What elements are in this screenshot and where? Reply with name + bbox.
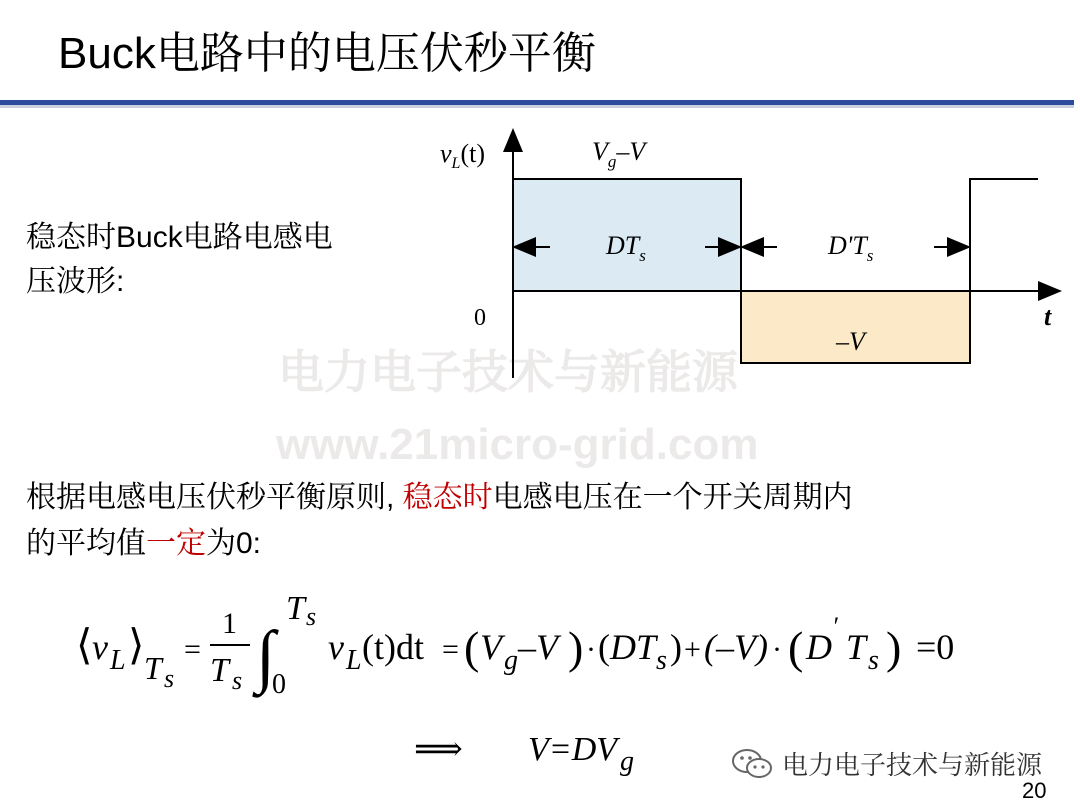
equals-sign-2: = [442, 633, 459, 666]
integral-upper-s: s [306, 602, 317, 631]
principle-prefix: 根据电感电压伏秒平衡原则, [26, 481, 403, 514]
title-underline-shadow [0, 105, 1074, 108]
implies-arrow: ⟹ [414, 731, 463, 768]
integral-upper-T: T [286, 590, 305, 627]
avg-v-sub: L [110, 645, 126, 676]
principle-line1 [26, 476, 853, 520]
result-equation [400, 722, 660, 782]
result-lhs: V=DV [528, 731, 618, 768]
integral-sign: ∫ [256, 618, 276, 695]
avg-s: s [164, 664, 175, 693]
paren-open-1: ( [464, 622, 480, 673]
integral-lower: 0 [272, 669, 286, 700]
waveform-caption-line1: 稳态时Buck电路电感电 [26, 221, 333, 254]
watermark-cn: 电力电子技术与新能源 [278, 346, 738, 398]
watermark-url: www.21micro-grid.com [276, 420, 759, 469]
term3: (–V) [704, 627, 768, 667]
interval2-label: $D'T_s$ [828, 231, 874, 265]
fraction-T: T [210, 652, 229, 689]
paren-open-3: ( [788, 622, 804, 673]
term4-s: s [868, 645, 879, 676]
integrand-arg: (t)dt [362, 627, 424, 667]
term1-tail: –V [518, 627, 558, 667]
brand-footer [730, 745, 1042, 782]
paren-close-2: ) [670, 627, 682, 667]
x-axis-label: t [1044, 302, 1052, 331]
interval1-label: $DT_s$ [606, 231, 646, 265]
principle-highlight-steady: 稳态时 [402, 481, 493, 514]
plus-sign: + [684, 633, 701, 666]
slide-title: Buck电路中的电压伏秒平衡 [58, 29, 596, 78]
paren-open-2: ( [598, 627, 610, 667]
term4-T: T [846, 627, 867, 667]
equals-sign-1: = [184, 633, 201, 666]
result-sub: g [620, 746, 634, 777]
term4-prime: ′ [832, 612, 838, 641]
principle-mid: 电感电压在一个开关周期内 [492, 481, 853, 514]
page-number: 20 [1022, 778, 1047, 803]
brand-name: 电力电子技术与新能源 [782, 750, 1043, 780]
fraction-numerator: 1 [222, 607, 237, 640]
term4-D: D [806, 627, 832, 667]
principle-highlight-must: 一定 [146, 527, 206, 560]
paren-close-1: ) [568, 622, 584, 673]
principle-line2-suffix: 为0: [206, 527, 262, 560]
term2-s: s [656, 645, 667, 676]
dot-2: · [772, 633, 782, 666]
inductor-voltage-waveform [420, 120, 1070, 380]
zero-label: 0 [474, 305, 486, 331]
term2-DT: DT [610, 627, 657, 667]
term1-g: g [504, 645, 518, 676]
y-axis-label: $v_L(t)$ [440, 139, 485, 172]
avg-v: v [92, 627, 108, 667]
dot-1: · [586, 633, 596, 666]
top-level-label: $V_g-V$ [592, 137, 646, 171]
paren-close-3: ) [886, 622, 902, 673]
bottom-level-label: –V [836, 327, 865, 356]
term1-V: V [480, 627, 502, 667]
integrand-sub: L [346, 645, 362, 676]
wechat-icon [730, 746, 774, 782]
integrand-v: v [328, 627, 344, 667]
rhs-zero: =0 [916, 627, 955, 667]
waveform-caption-line2: 压波形: [26, 265, 125, 298]
right-angle-bracket: ⟩ [128, 623, 145, 669]
volt-second-balance-equation [60, 585, 1020, 705]
avg-T: T [144, 650, 162, 686]
waveform-caption [26, 216, 333, 304]
fraction-s: s [232, 666, 243, 695]
left-angle-bracket: ⟨ [76, 623, 93, 669]
principle-line2 [26, 522, 261, 566]
principle-line2-prefix: 的平均值 [26, 527, 146, 560]
